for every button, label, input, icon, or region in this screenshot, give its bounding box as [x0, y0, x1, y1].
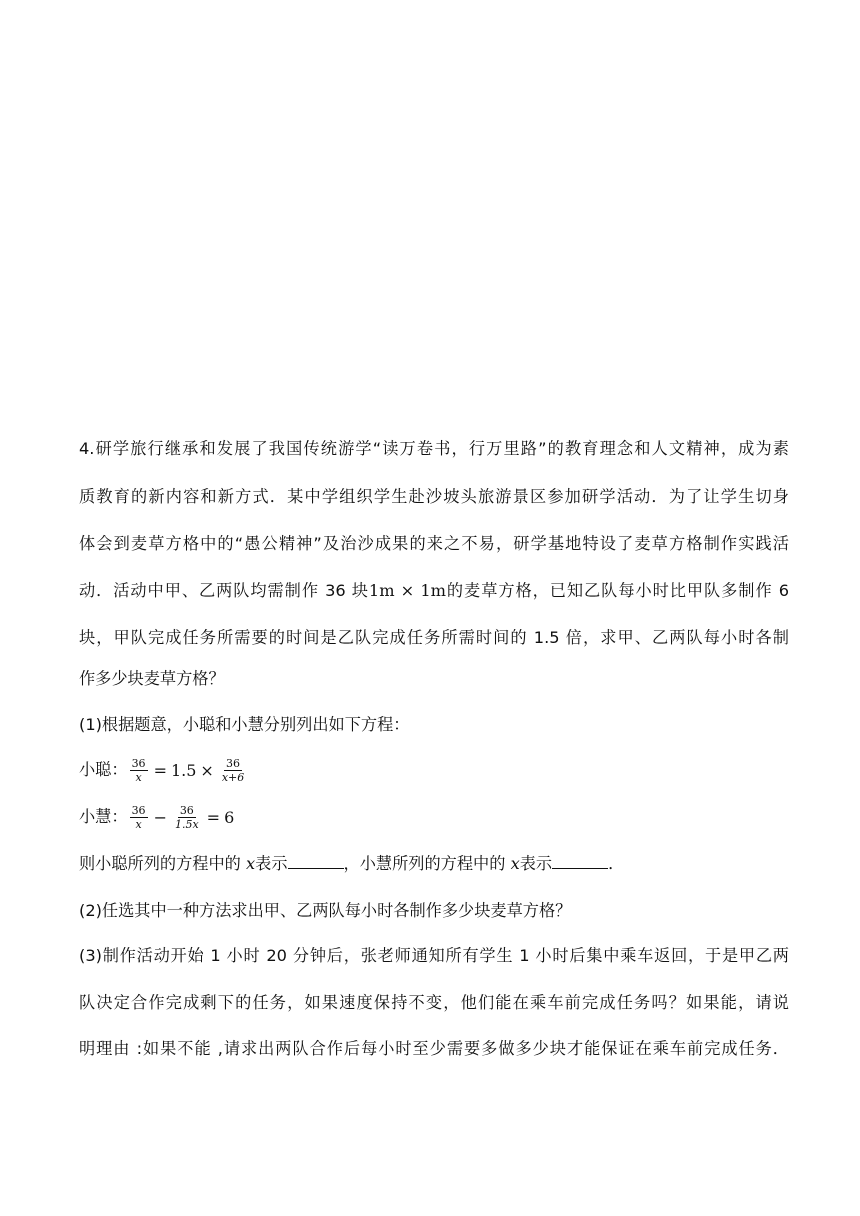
- equals-sign: =: [206, 807, 221, 827]
- denominator: x: [135, 771, 142, 784]
- part3-line-3: 明理由 :如果不能 ,请求出两队合作后每小时至少需要多做多少块才能保证在乘车前完成任务．: [79, 1039, 789, 1058]
- problem-line-5: 块，甲队完成任务所需要的时间是乙队完成任务所需时间的 1.5 倍，求甲、乙两队每小时各制: [79, 628, 789, 647]
- question-text: 表示: [519, 854, 553, 873]
- unit-area-expression: 1m × 1m: [368, 581, 446, 600]
- part3-line-2: 队决定合作完成剩下的任务，如果速度保持不变，他们能在乘车前完成任务吗？如果能，请说: [79, 993, 789, 1012]
- equation-cong: [128, 757, 249, 784]
- fraction: [130, 804, 148, 831]
- times-sign: ×: [200, 760, 214, 780]
- question-text: ，小慧所列的方程中的: [343, 854, 506, 873]
- problem-line-4: [79, 579, 789, 603]
- equation-cong-label: 小聪：: [79, 760, 128, 779]
- problem-line-4-post: 的麦草方格，已知乙队每小时比甲队多制作 6: [445, 581, 789, 600]
- denominator: x: [135, 818, 142, 831]
- denominator: 1.5x: [174, 818, 199, 831]
- equation-cong-line: [79, 757, 789, 784]
- numerator: 36: [131, 757, 146, 770]
- variable-x: x: [510, 854, 520, 873]
- numerator: 36: [179, 804, 194, 817]
- variable-x: x: [246, 854, 256, 873]
- question-text: 表示: [255, 854, 288, 873]
- problem-line-6: 作多少块麦草方格？: [79, 669, 225, 688]
- part2-question: (2)任选其中一种方法求出甲、乙两队每小时各制作多少块麦草方格？: [79, 901, 572, 920]
- numerator: 36: [226, 757, 241, 770]
- part3-line-1: (3)制作活动开始 1 小时 20 分钟后，张老师通知所有学生 1 小时后集中乘车返回，于是甲乙两: [79, 946, 789, 965]
- question-text: 则小聪所列的方程中的: [79, 854, 241, 873]
- equation-hui-label: 小慧：: [79, 807, 128, 826]
- answer-blank-2[interactable]: [552, 853, 608, 869]
- question-end: ．: [608, 854, 625, 873]
- fraction: [173, 804, 201, 831]
- numerator: 36: [131, 804, 146, 817]
- equation-hui-line: [79, 804, 789, 831]
- fraction: [130, 757, 148, 784]
- rhs-value: 6: [224, 807, 235, 827]
- equals-sign: =: [153, 760, 167, 780]
- problem-line-1: 4.研学旅行继承和发展了我国传统游学“读万卷书，行万里路”的教育理念和人文精神，成为素: [79, 439, 789, 458]
- equation-hui: [128, 804, 235, 831]
- denominator: x+6: [221, 771, 245, 784]
- part1-question: [79, 852, 789, 876]
- answer-blank-1[interactable]: [288, 853, 344, 869]
- coefficient: 1.5: [170, 760, 197, 780]
- fraction: [220, 757, 246, 784]
- minus-sign: −: [153, 807, 167, 827]
- problem-line-3: 体会到麦草方格中的“愚公精神”及治沙成果的来之不易，研学基地特设了麦草方格制作实践活: [79, 534, 789, 553]
- problem-line-4-pre: 动．活动中甲、乙两队均需制作 36 块: [79, 581, 369, 600]
- problem-line-2: 质教育的新内容和新方式．某中学组织学生赴沙坡头旅游景区参加研学活动．为了让学生切身: [79, 487, 789, 506]
- part1-intro: (1)根据题意，小聪和小慧分别列出如下方程：: [79, 715, 410, 734]
